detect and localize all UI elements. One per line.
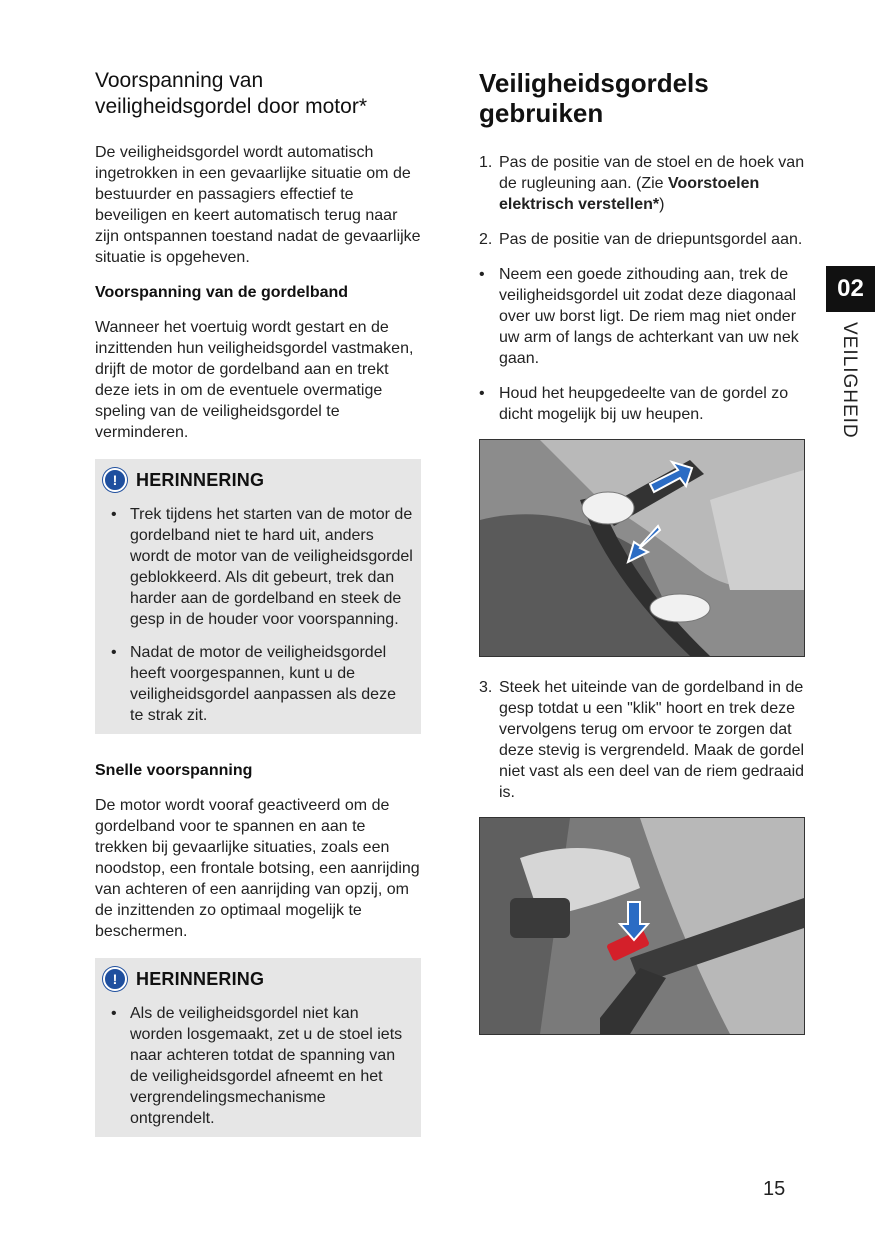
reminder-list (103, 504, 413, 726)
step-2 (479, 229, 809, 250)
step-number: 1. (479, 154, 493, 171)
bullet-marker: • (111, 506, 117, 523)
reminder-title: HERINNERING (136, 968, 265, 989)
step-number: 2. (479, 231, 493, 248)
bullet-marker: • (479, 385, 485, 402)
reminder-title: HERINNERING (136, 469, 265, 490)
intro-paragraph: De veiligheidsgordel wordt automatisch ingetrokken in een gevaarlijke situatie om de bestuurder en passagiers effectief te beveiligen en keert automatisch terug naar zijn ontspannen toestand nadat de gevaarlijke situatie is opgeheven. (95, 144, 421, 266)
step-2-text: Pas de positie van de driepuntsgordel aan. (499, 231, 803, 248)
step-1-text-end: ) (659, 196, 665, 213)
reminder-box-2 (95, 958, 421, 1137)
reminder-item-text: Trek tijdens het starten van de motor de gordelband niet te hard uit, anders wordt de motor van de veiligheidsgordel geblokkeerd. Als dit gebeurt, trek dan harder aan de gordelband en steek de gesp in de houder voor voorspanning. (130, 506, 413, 628)
step-1-text: Pas de positie van de stoel en de hoek van de rugleuning aan. (Zie (499, 154, 805, 192)
step-1 (479, 152, 809, 215)
steps-list-continued (479, 677, 809, 803)
illustration-belt-adjust (480, 440, 804, 656)
exclamation-icon: ! (103, 967, 127, 991)
bullet-marker: • (479, 266, 485, 283)
reminder-item-text: Als de veiligheidsgordel niet kan worden losgemaakt, zet u de stoel iets naar achteren totdat de spanning van de veiligheidsgordel afneemt en het vergrendelingsmechanisme ontgrendelt. (130, 1005, 403, 1127)
left-column (95, 68, 421, 1155)
step-bullet-posture (479, 264, 809, 369)
posture-text: Neem een goede zithouding aan, trek de veiligheidsgordel uit zodat deze diagonaal over uw borst ligt. De riem mag niet onder uw arm of langs de achterkant van uw nek gaan. (499, 266, 799, 367)
belt-pretension-paragraph: Wanneer het voertuig wordt gestart en de inzittenden hun veiligheidsgordel vastmaken, drijft de motor de gordelband aan en trekt deze iets in om de eventuele overmatige speling van de veiligheidsgordel te verminderen. (95, 319, 414, 441)
step-1-link-text: Voorstoelen elektrisch verstellen* (499, 175, 760, 213)
page-title: Veiligheidsgordels gebruiken (479, 68, 709, 128)
subheading-quick-pretension: Snelle voorspanning (95, 762, 253, 779)
reminder-header (103, 967, 413, 991)
step-3-text: Steek het uiteinde van de gordelband in de gesp totdat u een "klik" hoort en trek deze vervolgens terug om ervoor te zorgen dat deze stevig is vergrendeld. Maak de gordel niet vast als een deel van de riem gedraaid is. (499, 679, 805, 801)
hips-text: Houd het heupgedeelte van de gordel zo dicht mogelijk bij uw heupen. (499, 385, 789, 423)
steps-list (479, 152, 809, 425)
step-3 (479, 677, 809, 803)
reminder-item (103, 504, 413, 630)
reminder-header (103, 468, 413, 492)
page-number: 15 (763, 1178, 786, 1200)
exclamation-icon: ! (103, 468, 127, 492)
chapter-number-tab: 02 (826, 266, 875, 312)
reminder-item-text: Nadat de motor de veiligheidsgordel heeft voorgespannen, kunt u de veiligheidsgordel aanpassen als deze te strak zit. (130, 644, 396, 724)
figure-buckle (479, 817, 805, 1035)
subheading-belt-pretension: Voorspanning van de gordelband (95, 284, 349, 301)
section-title-motor-pretension: Voorspanning van veiligheidsgordel door motor* (95, 69, 367, 118)
chapter-label: VEILIGHEID (839, 322, 860, 439)
reminder-item (103, 1003, 413, 1129)
reminder-list (103, 1003, 413, 1129)
quick-pretension-paragraph: De motor wordt vooraf geactiveerd om de gordelband voor te spannen en aan te trekken bij gevaarlijke situaties, zoals een noodstop, een frontale botsing, een aanrijding van achteren of een aanrijding van opzij, om de inzittenden zo optimaal mogelijk te beschermen. (95, 797, 420, 940)
reminder-item (103, 642, 413, 726)
bullet-marker: • (111, 644, 117, 661)
step-bullet-hips (479, 383, 809, 425)
figure-adjust-belt (479, 439, 805, 657)
bullet-marker: • (111, 1005, 117, 1022)
right-column (479, 68, 809, 1055)
step-number: 3. (479, 679, 493, 696)
illustration-buckle (480, 818, 804, 1034)
reminder-box-1 (95, 459, 421, 734)
